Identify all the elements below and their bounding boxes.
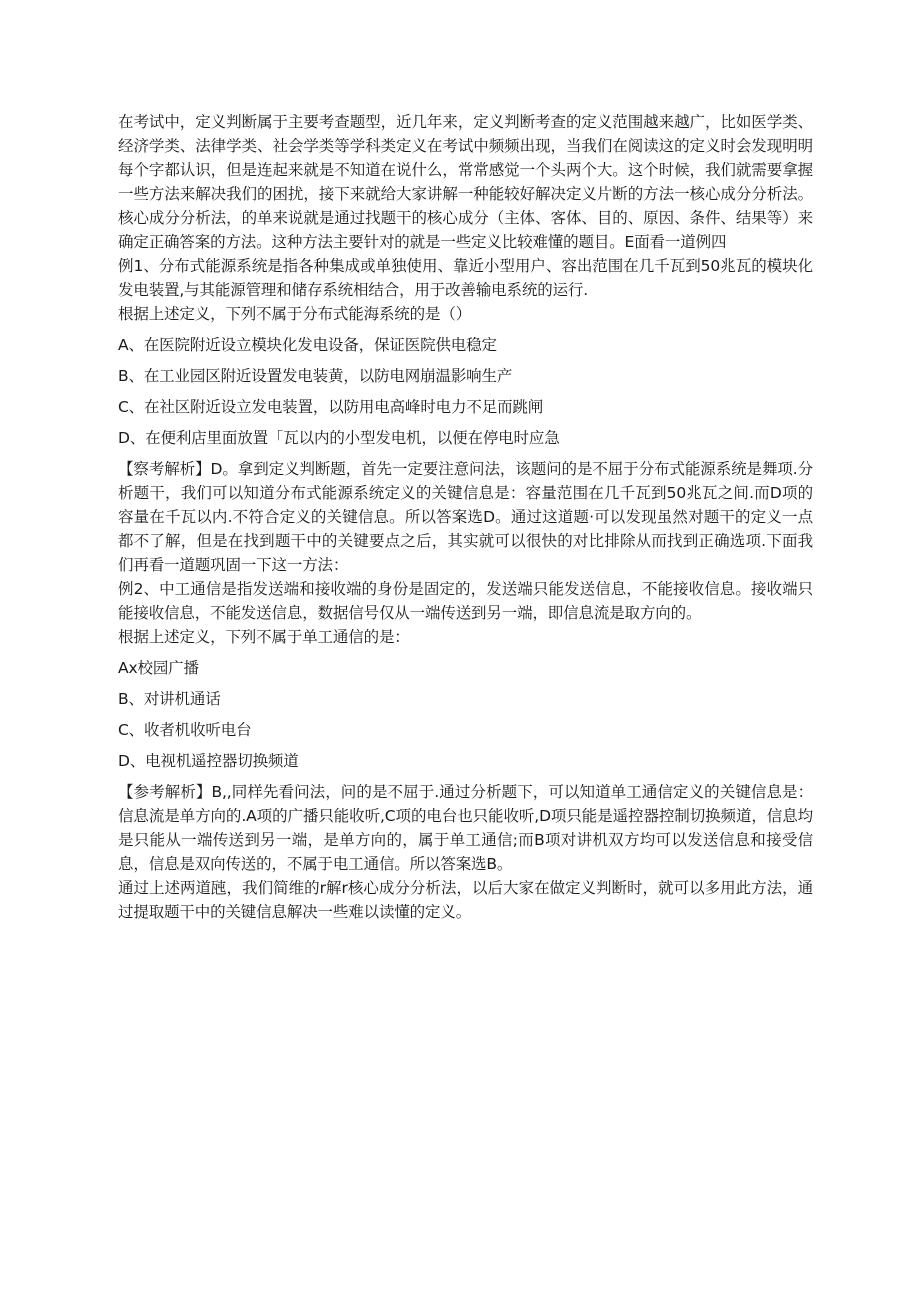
conclusion-paragraph: 通过上述两道瓲，我们简维的r解r核心成分分析法，以后大家在做定义判断时，就可以多用此方法，通过提取题干中的关键信息解决一些难以读懂的定义。 [118, 879, 813, 921]
example1-question: 根据上述定义，下列不属于分布式能海系统的是（） [118, 305, 472, 323]
document-page [118, 110, 813, 924]
example2-stem: 例2、中工通信是指发送端和接收端的身份是固定的，发送端只能发送信息，不能接收信息。接收端只能接收信息，不能发送信息，数据信号仅从一端传送到另一端，即信息流是取方向的。 [118, 580, 813, 622]
example1-option-b: B、在工业园区附近设置发电装黄，以防电网崩温影响生产 [118, 367, 513, 385]
example1-analysis: 【察考解析】D。拿到定义判断题，首先一定要注意问法，该题问的是不屈于分布式能源系统是舞项.分析题干，我们可以知道分布式能源系统定义的关键信息是：容量范围在几千瓦到50兆瓦之间.而D项的容量在千瓦以内.不符合定义的关键信息。所以答案选D。通过这道题·可以发现虽然对题干的定义一点都不了解，但是在找到题干中的关键要点之后，其实就可以很快的对比排除从而找到正确选项.下面我们再看一道题巩固一下这一方法： [118, 460, 813, 574]
example2-option-b: B、对讲机通话 [118, 690, 221, 708]
example1-option-a: A、在医院附近设立模块化发电设备，保证医院供电稳定 [118, 336, 497, 354]
example1-option-c: C、在社区附近设立发电装置，以防用电高峰时电力不足而跳闸 [118, 398, 544, 416]
example2-option-d: D、电视机遥控器切换频道 [118, 752, 299, 770]
example2-option-c: C、收者机收听电台 [118, 721, 252, 739]
example2-option-a: Ax校园广播 [118, 659, 199, 677]
example1-stem: 例1、分布式能源系统是指各种集成或单独使用、靠近小型用户、容出范围在几千瓦到50兆瓦的模块化发电装置,与其能源管理和储存系统相结合，用于改善输电系统的运行. [118, 257, 813, 299]
example2-question: 根据上述定义，下列不属于单工通信的是： [118, 628, 410, 646]
example1-option-d: D、在便利店里面放置「瓦以内的小型发电机，以便在停电时应急 [118, 429, 560, 447]
intro-paragraph: 在考试中，定义判断属于主要考查题型，近几年来，定义判断考查的定义范围越来越广，比如医学类、经济学类、法律学类、社会学类等学科类定义在考试中频频出现，当我们在阅读这的定义时会发现明明每个字都认识，但是连起来就是不知道在说什么，常常感觉一个头两个大。这个时候，我们就需要拿握一些方法来解决我们的困扰，接下来就给大家讲解一种能较好解决定义片断的方法一核心成分分析法。核心成分分析法，的单来说就是通过找题干的核心成分（主体、客体、目的、原因、条件、结果等）来确定正确答案的方法。这种方法主要针对的就是一些定义比较难懂的题目。E面看一道例四 [118, 113, 813, 251]
example2-analysis: 【参考解析】B,,同样先看问法，问的是不屈于.通过分析题下，可以知道单工通信定义的关键信息是：信息流是单方向的.A项的广播只能收听,C项的电台也只能收听,D项只能是遥控器控制切换频道，信息均是只能从一端传送到另一端，是单方向的，属于单工通信;而B项对讲机双方均可以发送信息和接受信息，信息是双向传送的，不属于电工通信。所以答案选B。 [118, 783, 813, 873]
